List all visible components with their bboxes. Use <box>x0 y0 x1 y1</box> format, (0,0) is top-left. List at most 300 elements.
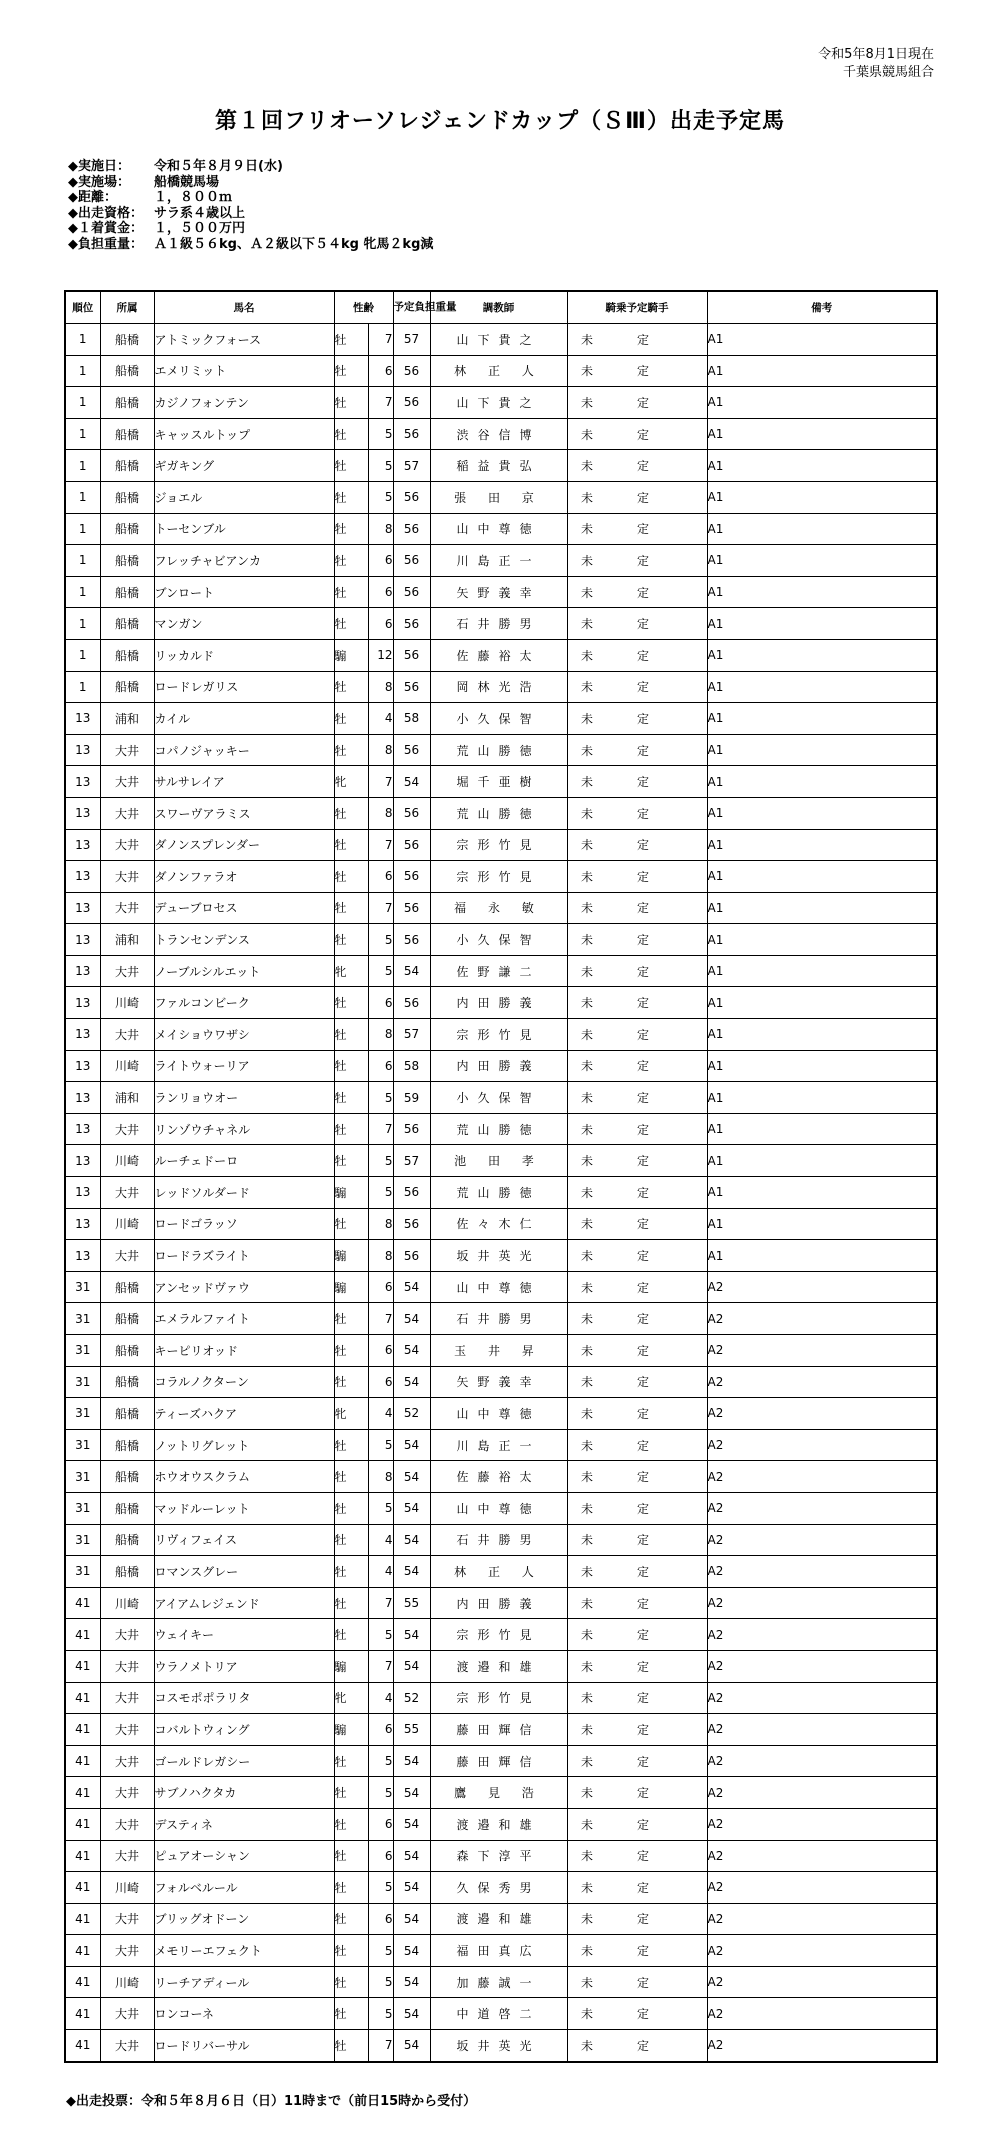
rank-cell: 41 <box>65 1935 100 1967</box>
rank-cell: 1 <box>65 639 100 671</box>
weight-cell: 57 <box>393 450 430 482</box>
notes-cell: A1 <box>707 450 937 482</box>
table-row <box>65 1714 937 1746</box>
weight-cell: 54 <box>393 1872 430 1904</box>
affiliation-cell: 船橋 <box>100 639 154 671</box>
rank-cell: 41 <box>65 1777 100 1809</box>
horse-name-cell: カジノフォンテン <box>154 387 334 419</box>
notes-cell: A2 <box>707 1808 937 1840</box>
age-cell: 7 <box>368 1303 393 1335</box>
trainer-cell: 荒山勝徳 <box>430 1177 567 1209</box>
affiliation-cell: 船橋 <box>100 1429 154 1461</box>
age-cell: 8 <box>368 1461 393 1493</box>
jockey-cell: 未定 <box>567 1429 707 1461</box>
notes-cell: A2 <box>707 1461 937 1493</box>
notes-cell: A1 <box>707 1240 937 1272</box>
notes-cell: A2 <box>707 1556 937 1588</box>
horse-name-cell: マッドルーレット <box>154 1492 334 1524</box>
age-cell: 5 <box>368 1966 393 1998</box>
age-cell: 5 <box>368 1998 393 2030</box>
rank-cell: 13 <box>65 1019 100 1051</box>
affiliation-cell: 船橋 <box>100 1492 154 1524</box>
info-row <box>68 206 433 222</box>
weight-cell: 59 <box>393 1082 430 1114</box>
info-value: 令和５年８月９日(水) <box>154 159 283 174</box>
jockey-cell: 未定 <box>567 1398 707 1430</box>
horse-name-cell: アトミックフォース <box>154 324 334 356</box>
jockey-cell: 未定 <box>567 1998 707 2030</box>
trainer-cell: 内田勝義 <box>430 1050 567 1082</box>
horse-name-cell: ロードゴラッソ <box>154 1208 334 1240</box>
sex-cell: 牡 <box>334 1556 368 1588</box>
info-value: 船橋競馬場 <box>154 174 220 190</box>
trainer-cell: 佐藤裕太 <box>430 639 567 671</box>
trainer-cell: 小久保智 <box>430 924 567 956</box>
rank-cell: 13 <box>65 703 100 735</box>
sex-cell: 騸 <box>334 1240 368 1272</box>
sex-cell: 牡 <box>334 671 368 703</box>
jockey-cell: 未定 <box>567 797 707 829</box>
affiliation-cell: 船橋 <box>100 450 154 482</box>
sex-cell: 牡 <box>334 608 368 640</box>
jockey-cell: 未定 <box>567 545 707 577</box>
sex-cell: 牡 <box>334 1208 368 1240</box>
affiliation-cell: 大井 <box>100 1019 154 1051</box>
jockey-cell: 未定 <box>567 576 707 608</box>
notes-cell: A2 <box>707 1935 937 1967</box>
notes-cell: A2 <box>707 1650 937 1682</box>
table-row <box>65 418 937 450</box>
horse-name-cell: サルサレイア <box>154 766 334 798</box>
table-row <box>65 324 937 356</box>
weight-cell: 54 <box>393 1935 430 1967</box>
weight-cell: 54 <box>393 1745 430 1777</box>
age-cell: 4 <box>368 1398 393 1430</box>
table-row <box>65 450 937 482</box>
weight-cell: 54 <box>393 1840 430 1872</box>
trainer-cell: 石井勝男 <box>430 1524 567 1556</box>
affiliation-cell: 船橋 <box>100 418 154 450</box>
header-jockey: 騎乗予定騎手 <box>567 291 707 324</box>
jockey-cell: 未定 <box>567 481 707 513</box>
age-cell: 7 <box>368 387 393 419</box>
trainer-cell: 宗形竹見 <box>430 861 567 893</box>
age-cell: 5 <box>368 1492 393 1524</box>
age-cell: 7 <box>368 2030 393 2062</box>
age-cell: 5 <box>368 924 393 956</box>
affiliation-cell: 船橋 <box>100 481 154 513</box>
notes-cell: A2 <box>707 1966 937 1998</box>
horse-name-cell: ゴールドレガシー <box>154 1745 334 1777</box>
notes-cell: A2 <box>707 1745 937 1777</box>
affiliation-cell: 船橋 <box>100 1271 154 1303</box>
table-row <box>65 1777 937 1809</box>
affiliation-cell: 船橋 <box>100 324 154 356</box>
age-cell: 6 <box>368 1714 393 1746</box>
rank-cell: 1 <box>65 481 100 513</box>
weight-cell: 54 <box>393 1619 430 1651</box>
affiliation-cell: 大井 <box>100 1777 154 1809</box>
table-row <box>65 355 937 387</box>
jockey-cell: 未定 <box>567 1145 707 1177</box>
horse-name-cell: リッカルド <box>154 639 334 671</box>
info-row <box>68 190 433 206</box>
horse-name-cell: ティーズハクア <box>154 1398 334 1430</box>
page-title: 第１回フリオーソレジェンドカップ（ＳⅢ）出走予定馬 <box>215 109 785 134</box>
horse-name-cell: ダノンスプレンダー <box>154 829 334 861</box>
table-row <box>65 1145 937 1177</box>
horse-name-cell: コパノジャッキー <box>154 734 334 766</box>
affiliation-cell: 川崎 <box>100 1872 154 1904</box>
rank-cell: 1 <box>65 418 100 450</box>
weight-cell: 54 <box>393 1777 430 1809</box>
rank-cell: 13 <box>65 861 100 893</box>
sex-cell: 牡 <box>334 1303 368 1335</box>
trainer-cell: 佐藤裕太 <box>430 1461 567 1493</box>
trainer-cell: 荒山勝徳 <box>430 734 567 766</box>
age-cell: 8 <box>368 513 393 545</box>
weight-cell: 56 <box>393 355 430 387</box>
rank-cell: 31 <box>65 1492 100 1524</box>
table-row <box>65 734 937 766</box>
jockey-cell: 未定 <box>567 1682 707 1714</box>
horse-name-cell: マンガン <box>154 608 334 640</box>
weight-cell: 54 <box>393 1429 430 1461</box>
header-notes: 備考 <box>707 291 937 324</box>
trainer-cell: 川島正一 <box>430 1429 567 1461</box>
age-cell: 6 <box>368 1903 393 1935</box>
age-cell: 6 <box>368 861 393 893</box>
affiliation-cell: 浦和 <box>100 924 154 956</box>
horse-name-cell: ロードリバーサル <box>154 2030 334 2062</box>
rank-cell: 41 <box>65 1650 100 1682</box>
notes-cell: A1 <box>707 861 937 893</box>
affiliation-cell: 大井 <box>100 1745 154 1777</box>
horse-name-cell: ダノンファラオ <box>154 861 334 893</box>
horse-name-cell: コバルトウィング <box>154 1714 334 1746</box>
info-row <box>68 237 433 253</box>
trainer-cell: 小久保智 <box>430 1082 567 1114</box>
trainer-cell: 藤田輝信 <box>430 1745 567 1777</box>
notes-cell: A1 <box>707 703 937 735</box>
trainer-cell: 久保秀男 <box>430 1872 567 1904</box>
table-row <box>65 1650 937 1682</box>
trainer-cell: 矢野義幸 <box>430 1366 567 1398</box>
notes-cell: A1 <box>707 1082 937 1114</box>
weight-cell: 52 <box>393 1682 430 1714</box>
notes-cell: A2 <box>707 1271 937 1303</box>
sex-cell: 牡 <box>334 1145 368 1177</box>
table-row <box>65 1619 937 1651</box>
rank-cell: 1 <box>65 324 100 356</box>
jockey-cell: 未定 <box>567 324 707 356</box>
age-cell: 6 <box>368 1840 393 1872</box>
notes-cell: A2 <box>707 1777 937 1809</box>
trainer-cell: 中道啓二 <box>430 1998 567 2030</box>
affiliation-cell: 船橋 <box>100 1335 154 1367</box>
weight-cell: 55 <box>393 1714 430 1746</box>
age-cell: 7 <box>368 766 393 798</box>
rank-cell: 13 <box>65 734 100 766</box>
table-row <box>65 1429 937 1461</box>
age-cell: 8 <box>368 1240 393 1272</box>
notes-cell: A1 <box>707 1208 937 1240</box>
trainer-cell: 佐々木仁 <box>430 1208 567 1240</box>
trainer-cell: 鷹 見 浩 <box>430 1777 567 1809</box>
trainer-cell: 池 田 孝 <box>430 1145 567 1177</box>
info-value: サラ系４歳以上 <box>154 205 246 221</box>
jockey-cell: 未定 <box>567 355 707 387</box>
jockey-cell: 未定 <box>567 1208 707 1240</box>
notes-cell: A2 <box>707 1429 937 1461</box>
sex-cell: 騸 <box>334 1177 368 1209</box>
rank-cell: 31 <box>65 1556 100 1588</box>
trainer-cell: 宗形竹見 <box>430 1619 567 1651</box>
age-cell: 7 <box>368 1650 393 1682</box>
jockey-cell: 未定 <box>567 639 707 671</box>
notes-cell: A2 <box>707 1303 937 1335</box>
trainer-cell: 森下淳平 <box>430 1840 567 1872</box>
rank-cell: 13 <box>65 892 100 924</box>
table-row <box>65 1461 937 1493</box>
age-cell: 6 <box>368 576 393 608</box>
affiliation-cell: 大井 <box>100 1935 154 1967</box>
notes-cell: A2 <box>707 1619 937 1651</box>
table-header-row <box>65 291 937 324</box>
rank-cell: 31 <box>65 1429 100 1461</box>
rank-cell: 31 <box>65 1303 100 1335</box>
horse-name-cell: デューブロセス <box>154 892 334 924</box>
horse-name-cell: リーチアディール <box>154 1966 334 1998</box>
notes-cell: A1 <box>707 324 937 356</box>
horse-name-cell: ギガキング <box>154 450 334 482</box>
sex-cell: 牡 <box>334 1524 368 1556</box>
header-horse: 馬名 <box>154 291 334 324</box>
sex-cell: 牡 <box>334 1777 368 1809</box>
table-row <box>65 1556 937 1588</box>
trainer-cell: 渡邉和雄 <box>430 1650 567 1682</box>
table-row <box>65 987 937 1019</box>
trainer-cell: 福田真広 <box>430 1935 567 1967</box>
affiliation-cell: 大井 <box>100 1650 154 1682</box>
trainer-cell: 林 正 人 <box>430 1556 567 1588</box>
notes-cell: A1 <box>707 418 937 450</box>
horse-name-cell: サブノハクタカ <box>154 1777 334 1809</box>
table-row <box>65 1050 937 1082</box>
affiliation-cell: 大井 <box>100 1682 154 1714</box>
notes-cell: A1 <box>707 576 937 608</box>
age-cell: 5 <box>368 1082 393 1114</box>
jockey-cell: 未定 <box>567 671 707 703</box>
jockey-cell: 未定 <box>567 1366 707 1398</box>
sex-cell: 牡 <box>334 892 368 924</box>
rank-cell: 13 <box>65 1240 100 1272</box>
rank-cell: 13 <box>65 1082 100 1114</box>
horse-name-cell: デスティネ <box>154 1808 334 1840</box>
sex-cell: 牡 <box>334 324 368 356</box>
horse-name-cell: キャッスルトップ <box>154 418 334 450</box>
jockey-cell: 未定 <box>567 861 707 893</box>
weight-cell: 56 <box>393 1240 430 1272</box>
race-info <box>68 159 433 252</box>
horse-name-cell: アンセッドヴァウ <box>154 1271 334 1303</box>
notes-cell: A1 <box>707 608 937 640</box>
affiliation-cell: 大井 <box>100 1177 154 1209</box>
rank-cell: 41 <box>65 1998 100 2030</box>
age-cell: 7 <box>368 1587 393 1619</box>
weight-cell: 56 <box>393 576 430 608</box>
trainer-cell: 山下貴之 <box>430 387 567 419</box>
age-cell: 7 <box>368 324 393 356</box>
affiliation-cell: 川崎 <box>100 987 154 1019</box>
affiliation-cell: 船橋 <box>100 1398 154 1430</box>
sex-cell: 牡 <box>334 513 368 545</box>
weight-cell: 56 <box>393 513 430 545</box>
rank-cell: 13 <box>65 1208 100 1240</box>
horse-name-cell: エメラルファイト <box>154 1303 334 1335</box>
age-cell: 8 <box>368 1019 393 1051</box>
info-row <box>68 221 433 237</box>
sex-cell: 牡 <box>334 545 368 577</box>
rank-cell: 41 <box>65 1903 100 1935</box>
notes-cell: A2 <box>707 1903 937 1935</box>
header-right <box>818 46 934 82</box>
weight-cell: 54 <box>393 1966 430 1998</box>
weight-cell: 54 <box>393 955 430 987</box>
rank-cell: 13 <box>65 1113 100 1145</box>
affiliation-cell: 船橋 <box>100 1524 154 1556</box>
affiliation-cell: 大井 <box>100 1998 154 2030</box>
jockey-cell: 未定 <box>567 1872 707 1904</box>
jockey-cell: 未定 <box>567 892 707 924</box>
table-row <box>65 1587 937 1619</box>
jockey-cell: 未定 <box>567 418 707 450</box>
affiliation-cell: 船橋 <box>100 513 154 545</box>
trainer-cell: 玉 井 昇 <box>430 1335 567 1367</box>
notes-cell: A1 <box>707 987 937 1019</box>
table-row <box>65 1113 937 1145</box>
horse-name-cell: ウラノメトリア <box>154 1650 334 1682</box>
age-cell: 6 <box>368 608 393 640</box>
table-row <box>65 1745 937 1777</box>
horse-name-cell: ウェイキー <box>154 1619 334 1651</box>
notes-cell: A1 <box>707 955 937 987</box>
table-row <box>65 924 937 956</box>
table-row <box>65 1935 937 1967</box>
table-row <box>65 703 937 735</box>
weight-cell: 54 <box>393 1303 430 1335</box>
age-cell: 8 <box>368 1208 393 1240</box>
affiliation-cell: 船橋 <box>100 1366 154 1398</box>
age-cell: 6 <box>368 1808 393 1840</box>
trainer-cell: 宗形竹見 <box>430 1682 567 1714</box>
entry-deadline: ◆出走投票：令和５年８月６日（日）11時まで（前日15時から受付） <box>66 2094 477 2109</box>
weight-cell: 54 <box>393 2030 430 2062</box>
trainer-cell: 宗形竹見 <box>430 1019 567 1051</box>
rank-cell: 41 <box>65 1808 100 1840</box>
sex-cell: 牡 <box>334 1840 368 1872</box>
jockey-cell: 未定 <box>567 1587 707 1619</box>
trainer-cell: 川島正一 <box>430 545 567 577</box>
trainer-cell: 山中尊徳 <box>430 1271 567 1303</box>
horse-name-cell: メイショウワザシ <box>154 1019 334 1051</box>
affiliation-cell: 浦和 <box>100 1082 154 1114</box>
sex-cell: 牝 <box>334 1682 368 1714</box>
notes-cell: A2 <box>707 1682 937 1714</box>
horse-name-cell: トランセンデンス <box>154 924 334 956</box>
trainer-cell: 稲益貴弘 <box>430 450 567 482</box>
horse-name-cell: ホウオウスクラム <box>154 1461 334 1493</box>
affiliation-cell: 大井 <box>100 2030 154 2062</box>
horse-name-cell: アイアムレジェンド <box>154 1587 334 1619</box>
age-cell: 5 <box>368 1777 393 1809</box>
table-row <box>65 1019 937 1051</box>
weight-cell: 56 <box>393 924 430 956</box>
age-cell: 5 <box>368 1145 393 1177</box>
rank-cell: 31 <box>65 1366 100 1398</box>
info-label: ◆実施場： <box>68 174 130 190</box>
affiliation-cell: 大井 <box>100 1840 154 1872</box>
jockey-cell: 未定 <box>567 1335 707 1367</box>
weight-cell: 54 <box>393 1492 430 1524</box>
table-row <box>65 608 937 640</box>
weight-cell: 56 <box>393 1208 430 1240</box>
rank-cell: 1 <box>65 608 100 640</box>
table-row <box>65 2030 937 2062</box>
notes-cell: A1 <box>707 387 937 419</box>
weight-cell: 54 <box>393 1556 430 1588</box>
rank-cell: 31 <box>65 1335 100 1367</box>
age-cell: 5 <box>368 1429 393 1461</box>
age-cell: 7 <box>368 892 393 924</box>
info-value: １，５００万円 <box>154 221 246 236</box>
as-of-date: 令和5年8月1日現在 <box>818 47 934 62</box>
weight-cell: 58 <box>393 703 430 735</box>
sex-cell: 牝 <box>334 1398 368 1430</box>
age-cell: 5 <box>368 1745 393 1777</box>
entries-table <box>64 290 938 2063</box>
notes-cell: A1 <box>707 1050 937 1082</box>
sex-cell: 牡 <box>334 450 368 482</box>
table-row <box>65 1492 937 1524</box>
notes-cell: A1 <box>707 734 937 766</box>
affiliation-cell: 川崎 <box>100 1587 154 1619</box>
trainer-cell: 山中尊徳 <box>430 1398 567 1430</box>
jockey-cell: 未定 <box>567 1556 707 1588</box>
jockey-cell: 未定 <box>567 1650 707 1682</box>
horse-name-cell: ライトウォーリア <box>154 1050 334 1082</box>
sex-cell: 牡 <box>334 1872 368 1904</box>
jockey-cell: 未定 <box>567 1050 707 1082</box>
sex-cell: 牡 <box>334 734 368 766</box>
affiliation-cell: 川崎 <box>100 1208 154 1240</box>
trainer-cell: 堀千亜樹 <box>430 766 567 798</box>
table-row <box>65 545 937 577</box>
table-row <box>65 1398 937 1430</box>
weight-cell: 54 <box>393 1271 430 1303</box>
sex-cell: 牡 <box>334 1461 368 1493</box>
age-cell: 5 <box>368 1935 393 1967</box>
horse-name-cell: ルーチェドーロ <box>154 1145 334 1177</box>
notes-cell: A1 <box>707 892 937 924</box>
horse-name-cell: ノーブルシルエット <box>154 955 334 987</box>
rank-cell: 13 <box>65 1177 100 1209</box>
rank-cell: 13 <box>65 987 100 1019</box>
sex-cell: 牡 <box>334 1935 368 1967</box>
jockey-cell: 未定 <box>567 766 707 798</box>
trainer-cell: 佐野謙二 <box>430 955 567 987</box>
age-cell: 8 <box>368 797 393 829</box>
